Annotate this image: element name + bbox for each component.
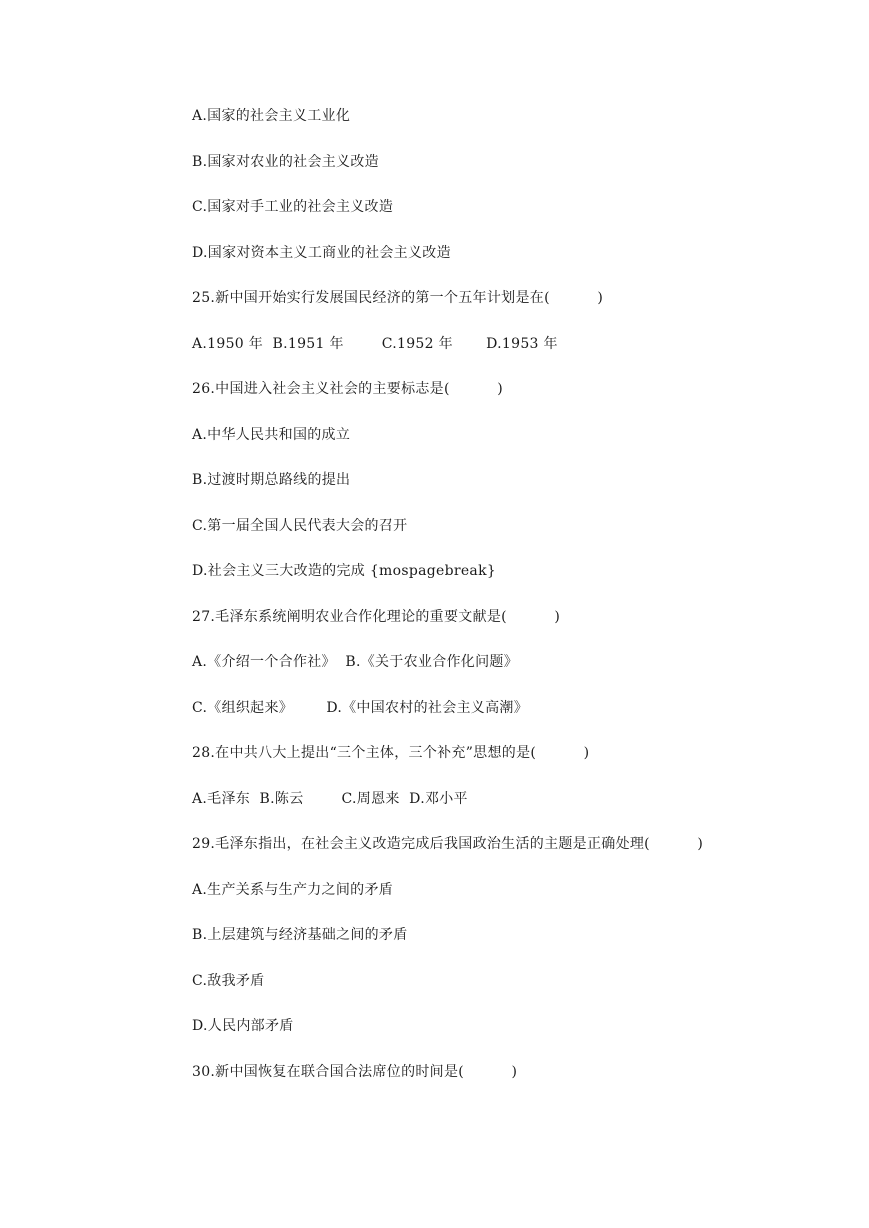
option-24a: A.国家的社会主义工业化 (192, 108, 351, 124)
question-30: 30.新中国恢复在联合国合法席位的时间是( ) (192, 1064, 518, 1080)
question-25: 25.新中国开始实行发展国民经济的第一个五年计划是在( ) (192, 290, 604, 306)
option-24c: C.国家对手工业的社会主义改造 (192, 199, 394, 215)
option-29d: D.人民内部矛盾 (192, 1018, 294, 1034)
option-26d: D.社会主义三大改造的完成 {mospagebreak} (192, 563, 497, 579)
option-26a: A.中华人民共和国的成立 (192, 427, 351, 443)
option-24b: B.国家对农业的社会主义改造 (192, 154, 379, 170)
question-26: 26.中国进入社会主义社会的主要标志是( ) (192, 381, 503, 397)
option-29b: B.上层建筑与经济基础之间的矛盾 (192, 927, 408, 943)
options-28: A.毛泽东 B.陈云 C.周恩来 D.邓小平 (192, 791, 468, 807)
question-28: 28.在中共八大上提出“三个主体，三个补充”思想的是( ) (192, 745, 590, 761)
question-27: 27.毛泽东系统阐明农业合作化理论的重要文献是( ) (192, 609, 561, 625)
option-26c: C.第一届全国人民代表大会的召开 (192, 518, 408, 534)
option-29a: A.生产关系与生产力之间的矛盾 (192, 882, 394, 898)
option-26b: B.过渡时期总路线的提出 (192, 472, 351, 488)
options-27cd: C.《组织起来》 D.《中国农村的社会主义高潮》 (192, 700, 528, 716)
option-24d: D.国家对资本主义工商业的社会主义改造 (192, 245, 451, 261)
options-25: A.1950 年 B.1951 年 C.1952 年 D.1953 年 (192, 336, 558, 352)
question-29: 29.毛泽东指出，在社会主义改造完成后我国政治生活的主题是正确处理( ) (192, 836, 704, 852)
options-27ab: A.《介绍一个合作社》 B.《关于农业合作化问题》 (192, 654, 518, 670)
option-29c: C.敌我矛盾 (192, 973, 265, 989)
